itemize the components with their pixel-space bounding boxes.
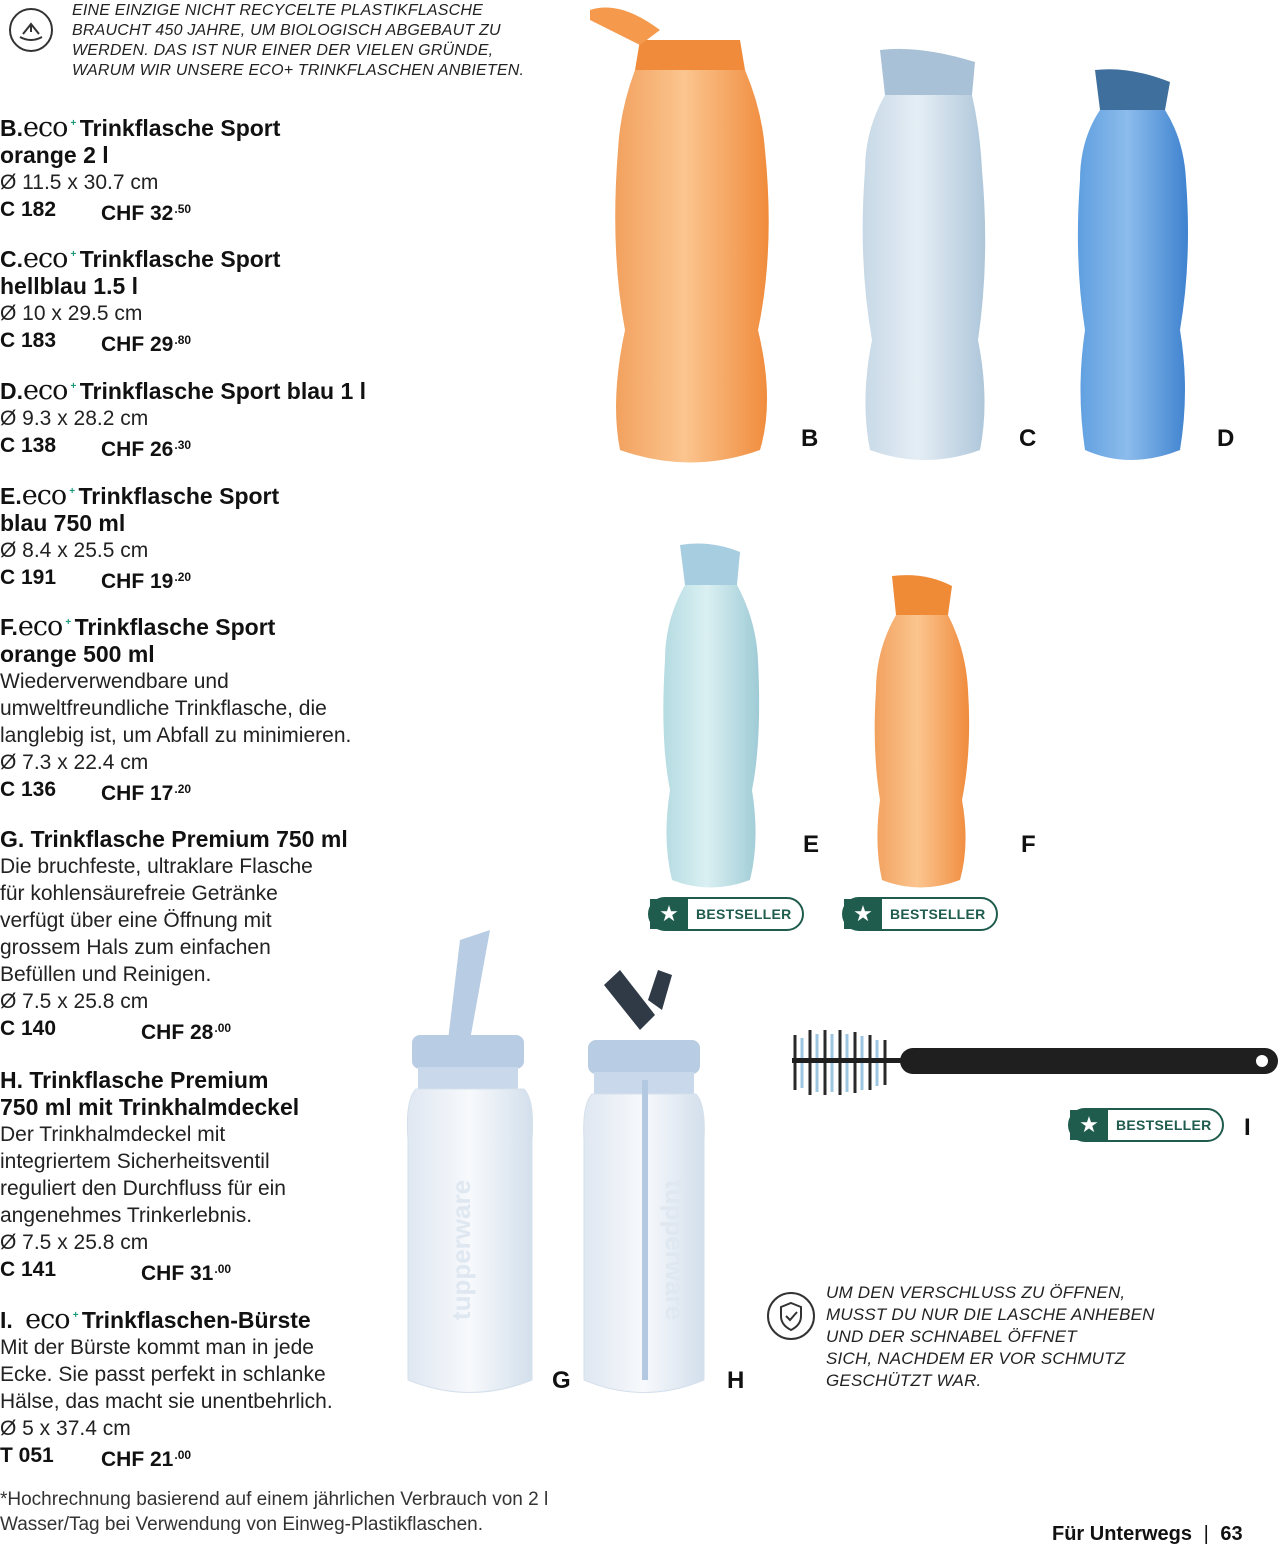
- product-h-description: [0, 1121, 400, 1229]
- product-d-price-cents: .30: [174, 438, 192, 452]
- product-f-price-cents: .20: [174, 782, 192, 796]
- product-d-prefix: D.: [0, 378, 23, 404]
- product-h: [0, 1067, 400, 1283]
- product-e-code: C 191: [0, 566, 57, 589]
- product-f-desc-line: umweltfreundliche Trinkflasche, die: [0, 697, 327, 720]
- product-f-size: Ø 7.3 x 22.4 cm: [0, 751, 149, 774]
- product-c: [0, 245, 400, 354]
- product-images: [446, 0, 1280, 1440]
- product-g-price-cents: .00: [214, 1021, 232, 1035]
- eco-plus: +: [70, 381, 76, 392]
- product-h-title-1: H. Trinkflasche Premium: [0, 1067, 269, 1093]
- eco-logo: [23, 112, 76, 143]
- product-h-desc-line: reguliert den Durchfluss für ein: [0, 1177, 286, 1200]
- product-i-price: [101, 1442, 191, 1473]
- eco-plus: +: [65, 617, 71, 628]
- recycle-hand-icon: [9, 8, 53, 52]
- eco-logo: [17, 611, 71, 642]
- eco-word: eco: [25, 1304, 70, 1335]
- product-i-price-line: [0, 1442, 400, 1469]
- product-h-price-main: CHF 31: [141, 1262, 214, 1285]
- product-e-prefix: E.: [0, 483, 22, 509]
- product-i-title: [0, 1306, 400, 1334]
- product-h-size: Ø 7.5 x 25.8 cm: [0, 1231, 149, 1254]
- bottle-d-blue-1l: [1078, 69, 1188, 460]
- product-g-desc-line: für kohlensäurefreie Getränke: [0, 882, 278, 905]
- page-footer: [1052, 1523, 1243, 1546]
- product-i-price-cents: .00: [174, 1448, 192, 1462]
- eco-info-note: [72, 1, 524, 81]
- eco-info-line-1: EINE EINZIGE NICHT RECYCELTE PLASTIKFLASCHE: [72, 2, 484, 19]
- lid-info-line-5: GESCHÜTZT WAR.: [826, 1371, 982, 1390]
- eco-info-line-4: WARUM WIR UNSERE ECO+ TRINKFLASCHEN ANBIETEN.: [72, 62, 525, 79]
- product-i-title-1: Trinkflaschen-Bürste: [81, 1307, 311, 1333]
- product-g-desc-line: grossem Hals zum einfachen: [0, 936, 271, 959]
- lid-info-line-2: MUSST DU NUR DIE LASCHE ANHEBEN: [826, 1305, 1155, 1324]
- eco-plus: +: [69, 486, 75, 497]
- image-label-g: G: [552, 1367, 571, 1394]
- bottle-e-mint-750ml: [663, 544, 759, 888]
- product-d-title: [0, 377, 400, 405]
- product-b: [0, 114, 400, 223]
- section-name: Für Unterwegs: [1052, 1523, 1193, 1545]
- product-h-code: C 141: [0, 1258, 57, 1281]
- product-c-title: [0, 245, 400, 300]
- eco-logo: [23, 243, 76, 274]
- product-f-description: [0, 668, 400, 749]
- product-c-size: Ø 10 x 29.5 cm: [0, 302, 143, 325]
- image-label-b: B: [801, 425, 819, 452]
- bestseller-label: BESTSELLER: [1116, 1117, 1212, 1133]
- product-b-size: Ø 11.5 x 30.7 cm: [0, 171, 159, 194]
- product-b-code: C 182: [0, 198, 57, 221]
- shield-icon: [767, 1292, 815, 1340]
- image-label-e: E: [803, 831, 820, 858]
- brush-i: [792, 1030, 1278, 1095]
- product-e-title: [0, 482, 400, 537]
- image-label-d: D: [1217, 425, 1235, 452]
- footnote-line-1: *Hochrechnung basierend auf einem jährlichen Verbrauch von 2 l: [0, 1489, 549, 1510]
- product-i-desc-line: Ecke. Sie passt perfekt in schlanke: [0, 1363, 326, 1386]
- product-i-code: T 051: [0, 1444, 54, 1467]
- eco-plus: +: [70, 249, 76, 260]
- eco-word: eco: [17, 611, 63, 642]
- product-i-desc-line: Mit der Bürste kommt man in jede: [0, 1336, 314, 1359]
- product-e-price-line: [0, 564, 400, 591]
- eco-info-line-2: BRAUCHT 450 JAHRE, UM BIOLOGISCH ABGEBAUT ZU: [72, 22, 501, 39]
- bottle-h-premium-straw: [584, 970, 705, 1393]
- product-i-description: [0, 1334, 400, 1415]
- product-c-price-cents: .80: [174, 333, 192, 347]
- bestseller-badge-i: [1068, 1108, 1224, 1142]
- product-i-desc-line: Hälse, das macht sie unentbehrlich.: [0, 1390, 333, 1413]
- product-b-title: [0, 114, 400, 169]
- footnote-line-2: Wasser/Tag bei Verwendung von Einweg-Plastikflaschen.: [0, 1514, 483, 1535]
- eco-word: eco: [23, 375, 68, 406]
- product-f-title-2: orange 500 ml: [0, 641, 155, 667]
- product-d-size: Ø 9.3 x 28.2 cm: [0, 407, 149, 430]
- product-f-desc-line: langlebig ist, um Abfall zu minimieren.: [0, 724, 352, 747]
- product-i-size: Ø 5 x 37.4 cm: [0, 1417, 131, 1440]
- product-g-description: [0, 853, 400, 988]
- product-i-prefix: I.: [0, 1307, 13, 1333]
- product-f-desc-line: Wiederverwendbare und: [0, 670, 229, 693]
- eco-logo: [21, 480, 75, 511]
- product-h-desc-line: angenehmes Trinkerlebnis.: [0, 1204, 253, 1227]
- product-h-desc-line: Der Trinkhalmdeckel mit: [0, 1123, 226, 1146]
- product-c-price-main: CHF 29: [101, 333, 174, 356]
- product-g-title: G. Trinkflasche Premium 750 ml: [0, 826, 348, 852]
- product-d-price-main: CHF 26: [101, 438, 174, 461]
- product-i-price-main: CHF 21: [101, 1448, 174, 1471]
- eco-plus: +: [70, 118, 76, 129]
- product-h-desc-line: integriertem Sicherheitsventil: [0, 1150, 270, 1173]
- bottle-g-brand: tupperware: [446, 1179, 476, 1321]
- eco-word: eco: [23, 112, 68, 143]
- product-b-price: [101, 196, 191, 227]
- star-icon: ★: [650, 899, 688, 929]
- product-e-title-1: Trinkflasche Sport: [78, 483, 280, 509]
- bottle-c-lightblue-1-5l: [863, 49, 986, 460]
- footnote: [0, 1487, 548, 1537]
- product-g-price: [141, 1015, 231, 1046]
- product-f-price-main: CHF 17: [101, 782, 174, 805]
- product-d-price: [101, 432, 191, 463]
- product-e-price-main: CHF 19: [101, 570, 174, 593]
- product-c-code: C 183: [0, 329, 57, 352]
- product-b-prefix: B.: [0, 115, 23, 141]
- product-b-title-2: orange 2 l: [0, 142, 109, 168]
- image-label-h: H: [727, 1367, 745, 1394]
- lid-info-note: [826, 1282, 1155, 1392]
- product-h-price: [141, 1256, 231, 1287]
- lid-info-line-4: SICH, NACHDEM ER VOR SCHMUTZ: [826, 1349, 1126, 1368]
- product-c-price-line: [0, 327, 400, 354]
- bestseller-label: BESTSELLER: [696, 906, 792, 922]
- product-g-desc-line: verfügt über eine Öffnung mit: [0, 909, 272, 932]
- eco-word: eco: [21, 480, 67, 511]
- product-f-code: C 136: [0, 778, 57, 801]
- bottle-f-orange-500ml: [875, 575, 969, 887]
- product-d-code: C 138: [0, 434, 57, 457]
- product-f-prefix: F.: [0, 614, 18, 640]
- bottle-b-orange-2l: [590, 8, 769, 463]
- eco-logo: [25, 1304, 78, 1335]
- product-c-price: [101, 327, 191, 358]
- bestseller-label: BESTSELLER: [890, 906, 986, 922]
- bottle-h-brand: tupperware: [660, 1179, 690, 1321]
- product-h-price-line: [0, 1256, 400, 1283]
- bestseller-badge-e: [648, 897, 804, 931]
- product-h-price-cents: .00: [214, 1262, 232, 1276]
- star-icon: ★: [844, 899, 882, 929]
- product-d: [0, 377, 400, 459]
- product-g-desc-line: Die bruchfeste, ultraklare Flasche: [0, 855, 313, 878]
- page-number: 63: [1220, 1523, 1243, 1545]
- image-label-i: I: [1244, 1114, 1251, 1141]
- product-f-title-1: Trinkflasche Sport: [74, 614, 276, 640]
- product-d-title-1: Trinkflasche Sport blau 1 l: [79, 378, 367, 404]
- lid-info-line-3: UND DER SCHNABEL ÖFFNET: [826, 1327, 1077, 1346]
- product-h-title: [0, 1067, 400, 1121]
- eco-info-line-3: WERDEN. DAS IST NUR EINER DER VIELEN GRÜNDE,: [72, 42, 494, 59]
- product-g-desc-line: Befüllen und Reinigen.: [0, 963, 212, 986]
- image-label-c: C: [1019, 425, 1037, 452]
- product-b-title-1: Trinkflasche Sport: [79, 115, 281, 141]
- product-d-price-line: [0, 432, 400, 459]
- image-label-f: F: [1021, 831, 1036, 858]
- product-f-price-line: [0, 776, 400, 803]
- eco-logo: [23, 375, 76, 406]
- product-h-title-2: 750 ml mit Trinkhalmdeckel: [0, 1094, 300, 1120]
- bottle-g-premium: [407, 930, 532, 1393]
- product-g-code: C 140: [0, 1017, 57, 1040]
- product-f: [0, 613, 400, 803]
- product-e-size: Ø 8.4 x 25.5 cm: [0, 539, 149, 562]
- star-icon: ★: [1070, 1110, 1108, 1140]
- product-b-price-cents: .50: [174, 202, 192, 216]
- eco-word: eco: [23, 243, 68, 274]
- product-c-title-2: hellblau 1.5 l: [0, 273, 139, 299]
- product-f-price: [101, 776, 191, 807]
- product-g-price-line: [0, 1015, 400, 1042]
- footer-separator: |: [1203, 1523, 1209, 1545]
- product-e-title-2: blau 750 ml: [0, 510, 126, 536]
- product-g-price-main: CHF 28: [141, 1021, 214, 1044]
- product-e-price: [101, 564, 191, 595]
- product-e: [0, 482, 400, 591]
- lid-info-line-1: UM DEN VERSCHLUSS ZU ÖFFNEN,: [826, 1283, 1126, 1302]
- product-f-title: [0, 613, 400, 668]
- product-e-price-cents: .20: [174, 570, 192, 584]
- product-b-price-line: [0, 196, 400, 223]
- product-g: [0, 826, 400, 1042]
- bestseller-badge-f: [842, 897, 998, 931]
- product-i: [0, 1306, 400, 1469]
- eco-plus: +: [72, 1310, 78, 1321]
- product-c-title-1: Trinkflasche Sport: [79, 246, 281, 272]
- product-b-price-main: CHF 32: [101, 202, 174, 225]
- product-c-prefix: C.: [0, 246, 23, 272]
- product-g-size: Ø 7.5 x 25.8 cm: [0, 990, 149, 1013]
